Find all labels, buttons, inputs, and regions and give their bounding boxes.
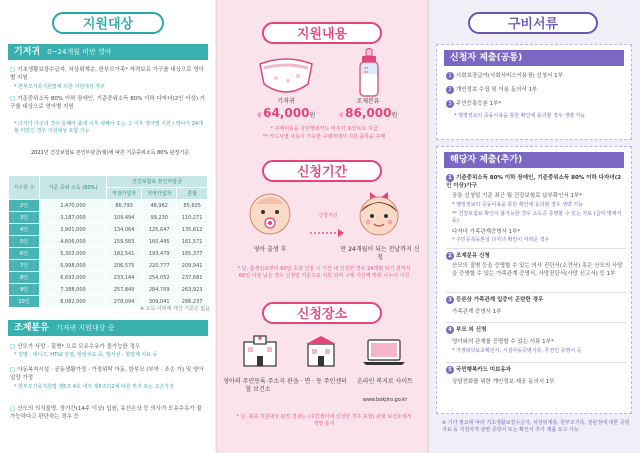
table-cell: 5,998,000 — [39, 260, 106, 272]
th-mixed: 혼합 — [177, 188, 208, 200]
extra-group-4 — [446, 326, 626, 334]
fold-line-1 — [215, 0, 217, 453]
hospital-icon — [240, 334, 280, 372]
community-center-icon — [304, 334, 338, 372]
table-row — [9, 236, 208, 248]
common-doc-note: * 행정정보의 공동이용을 통한 확인에 동의할 경우 생략 가능 — [454, 113, 586, 119]
table-cell: 278,094 — [106, 296, 141, 308]
diaper-section-title: 기저귀 — [14, 47, 41, 57]
diaper-eligibility-1: □ 기초생활보장수급자, 차상위계층, 한부모가족* 자격보유 가구를 대상으로 영아별 지원 — [10, 66, 206, 82]
documents-title: 구비서류 — [468, 12, 598, 34]
table-row — [9, 212, 208, 224]
table-cell: 4,606,000 — [39, 236, 106, 248]
table-row — [9, 284, 208, 296]
support-note-1: * 구매비용을 국민행복카드 바우처 포인트로 지급 — [270, 126, 378, 132]
table-cell: 3,901,000 — [39, 224, 106, 236]
table-cell: 257,849 — [106, 284, 141, 296]
extra-group-5-text: 국민행복카드 미보유자 — [456, 367, 512, 373]
table-cell: 3,187,000 — [39, 212, 106, 224]
extra-num-1: 1 — [446, 174, 454, 182]
table-cell: 7,388,000 — [39, 284, 106, 296]
extra-item-5: 영아와의 관계를 증명할 수 있는 서류 1부* — [452, 339, 554, 345]
extra-group-4-text: 부모 외 신청 — [456, 327, 487, 333]
baby1-label: 영아 출생 후 — [253, 246, 287, 253]
eligibility-column — [0, 0, 216, 453]
place3-label: 온라인 복지로 사이트 — [357, 378, 413, 385]
table-cell: 237,681 — [177, 272, 208, 284]
extra-num-3: 3 — [446, 296, 454, 304]
divider-1 — [446, 248, 626, 249]
diaper-price — [246, 106, 326, 120]
diaper-label: 기저귀 — [277, 98, 295, 105]
diaper-price-prefix: 월 — [256, 113, 262, 119]
table-cell: 5,303,000 — [39, 248, 106, 260]
place-title: 신청장소 — [262, 302, 382, 324]
table-cell: 263,923 — [177, 284, 208, 296]
support-note-2: ** 카드사별 사용이 가능한 구매처에서 지원 품목을 구매 — [262, 134, 386, 140]
formula-price — [328, 106, 408, 120]
diaper-eligibility-2-note: * 다자녀 가구의 경우 둘째아 출생 이후 셋째아 또는 그 이후 영아별 지원 / 영아가 24개월 미만인 경우 지원대상 포함 가능 — [14, 121, 203, 134]
table-cell: 209,941 — [177, 260, 208, 272]
formula-price-prefix: 월 — [338, 113, 344, 119]
table-cell: 99,230 — [142, 212, 177, 224]
table-cell: 254,052 — [142, 272, 177, 284]
common-docs-title: 신청자 제출(공통) — [450, 53, 523, 63]
th-regional: 지역가입자 — [142, 188, 177, 200]
formula-section-title: 조제분유 — [14, 323, 49, 333]
period-tag: 신청기간 — [318, 213, 338, 219]
table-cell: 160,445 — [142, 236, 177, 248]
table-cell: 309,041 — [142, 296, 177, 308]
table-cell: 86,793 — [106, 200, 141, 212]
diaper-eligibility-1-note: * 한부모가족지원법에 의한 지원대상 가구 — [14, 84, 105, 90]
table-row — [9, 260, 208, 272]
extra-item-3: 산모의 질병 등을 증명할 수 있는 의사 진단서(소견서) 혹은 산모의 사망을 증명할 수 있는 가족관계 증명서, 사망진단서(사망 신고서) 등 1부 — [452, 263, 623, 277]
table-cell: 134,064 — [106, 224, 141, 236]
household-size-cell: 9인 — [9, 284, 40, 296]
income-table-body — [9, 200, 208, 308]
table-cell: 135,612 — [177, 224, 208, 236]
diaper-price-value: 64,000 — [263, 106, 310, 120]
formula-price-value: 86,000 — [345, 106, 392, 120]
common-doc-2-text: 개인정보 수집 및 이용 동의서 1부 — [456, 87, 538, 93]
baby-bottle-icon — [354, 48, 384, 102]
formula-price-unit: 원 — [391, 112, 398, 119]
diaper-section-bar — [8, 44, 208, 60]
table-row — [9, 224, 208, 236]
extra-item-1: 공통 신청일 기준 최근 월 건강보험료 납부확인서 1부* — [452, 193, 583, 199]
common-doc-3 — [446, 100, 626, 108]
formula-section-subtitle: 기저귀 지원대상 중 — [55, 324, 115, 332]
extra-num-4: 4 — [446, 326, 454, 334]
extra-docs-title: 해당자 제출(추가) — [450, 155, 523, 165]
arrow-icon — [310, 222, 344, 241]
place3-url[interactable]: www.bokjiro.go.kr — [362, 397, 408, 403]
baby-girl-icon — [354, 186, 404, 242]
income-table — [8, 175, 208, 308]
extra-group-5 — [446, 366, 626, 374]
household-size-cell: 2인 — [9, 200, 40, 212]
household-size-cell: 6인 — [9, 248, 40, 260]
th-insurance-group: 건강보험료 본인부담금 — [106, 176, 207, 188]
diaper-section-subtitle: 0~24개월 미만 영아 — [47, 48, 112, 56]
table-cell: 284,709 — [142, 284, 177, 296]
place-note: * 단, 최종 지원대상 판정 결과는 (주민센터에 신청한 경우 포함) 관할 보건소에서 개별 통지 — [236, 414, 412, 427]
table-note: ※ 소득 이외에 재산 기준은 없음 — [139, 306, 210, 312]
household-size-cell: 10인 — [9, 296, 40, 308]
th-median-income: 기준 중위 소득 (80%) — [39, 176, 106, 200]
extra-item-1-note-2: ** 건강보험료 확인이 불가능한 경우 소득증 증명할 수 있는 자료 (급여 명세서 등) — [452, 211, 622, 224]
table-cell: 48,962 — [142, 200, 177, 212]
household-size-cell: 4인 — [9, 224, 40, 236]
common-doc-2 — [446, 86, 626, 94]
extra-num-2: 2 — [446, 252, 454, 260]
extra-item-6: 상담전화를 위한 개인정보 제공 동의서 1부 — [452, 379, 555, 385]
period-title: 신청기간 — [262, 160, 382, 182]
formula-eligibility-1: □ 산모가 사망 · 질병* 으로 모유수유가 불가능한 경우 — [10, 343, 206, 351]
divider-3 — [446, 322, 626, 323]
place2-label: 읍 · 면 · 동 주민센터 — [293, 378, 347, 385]
household-size-cell: 5인 — [9, 236, 40, 248]
table-cell: 6,693,000 — [39, 272, 106, 284]
extra-item-4: 가족관계 증명서 1부 — [452, 309, 502, 315]
support-column — [216, 0, 428, 453]
baby2-label: 만 24개월이 되는 전날까지 신청 — [340, 246, 420, 261]
table-cell: 182,541 — [106, 248, 141, 260]
extra-item-5-note: * 가정위탁보호확인서, 시설아동증명서류, 후견인 증명서 등 — [452, 348, 582, 354]
extra-item-1-note-1: * 행정정보의 공동이용을 통한 확인에 동의할 경우 생략 가능 — [452, 202, 584, 208]
period-note: * 단, 출생일로부터 60일 초과 신청 시 기간 내 신청한 경우 24개월 되기 전까지 60일 이상 남은 경우 신청일 기준으로 지원 되며 구매 기간에 맞춰 나누어 지원 — [237, 266, 411, 279]
table-caption: 2021년 건강보험료 본인부담금(월)에 따른 기준중위소득 80% 판정기준 — [30, 150, 190, 156]
fold-line-2 — [427, 0, 429, 453]
extra-group-1 — [446, 174, 626, 190]
formula-label: 조제분유 — [356, 98, 380, 105]
common-doc-1 — [446, 72, 626, 80]
laptop-icon — [362, 338, 406, 370]
eligibility-title: 지원대상 — [52, 12, 164, 34]
extra-group-3 — [446, 296, 626, 304]
table-row — [9, 200, 208, 212]
footer-note: ※ 기타 필요에 따라 기초생활보장수급자, 차상위계층, 한부모가족, 질판정에 대한 증빙자료 등 지원자격 관련 증빙서 또는 확인서 추가 제출 요구 가능 — [442, 420, 630, 433]
table-cell: 193,479 — [142, 248, 177, 260]
common-doc-1-text: 사회보장급여(사회서비스이용권) 신청서 1부 — [456, 73, 563, 79]
household-size-cell: 8인 — [9, 272, 40, 284]
table-cell: 185,377 — [177, 248, 208, 260]
table-cell: 125,647 — [142, 224, 177, 236]
divider-4 — [446, 362, 626, 363]
baby-face-icon — [246, 190, 294, 240]
place1-label: 영아의 주민등록 주소지 관할 보건소 — [223, 378, 293, 393]
table-cell: 206,575 — [106, 260, 141, 272]
formula-eligibility-2-note: * 한부모가족지원법 제5조 4호 내지 제5조의2에 따른 부자 또는 조손가정 — [14, 384, 174, 390]
extra-group-2-text: 조제분유 신청 — [456, 253, 490, 259]
documents-column — [428, 0, 640, 453]
table-cell: 8,082,000 — [39, 296, 106, 308]
extra-item-2-note: * 주민등록등본상 다자녀 확인이 어려운 경우 — [452, 237, 550, 243]
household-size-cell: 7인 — [9, 260, 40, 272]
table-row — [9, 272, 208, 284]
common-doc-3-text: 주민등록등본 1부* — [456, 101, 502, 107]
doc-num-1: 1 — [446, 72, 454, 80]
household-size-cell: 3인 — [9, 212, 40, 224]
diaper-icon — [256, 56, 316, 102]
table-cell: 220,777 — [142, 260, 177, 272]
support-title: 지원내용 — [262, 22, 382, 44]
formula-eligibility-2: □ 아동복지시설 · 공동생활가정 · 가정위탁 아동, 한부모 (부자 · 조손 가) 및 영아 입양 가정 — [10, 366, 206, 382]
table-cell: 233,144 — [106, 272, 141, 284]
extra-num-5: 5 — [446, 366, 454, 374]
table-cell: 85,605 — [177, 200, 208, 212]
diaper-price-unit: 원 — [309, 112, 316, 119]
extra-group-2 — [446, 252, 626, 260]
formula-eligibility-1-note: * 질병 : 에이즈, HTLV 감염, 항암치료 중, 방사선 · 항암제 치료 등 — [14, 352, 158, 358]
table-cell: 109,494 — [106, 212, 141, 224]
extra-group-3-text: 등본상 가족관계 입증이 곤란한 경우 — [456, 297, 544, 303]
th-employee: 직장가입자 — [106, 188, 141, 200]
table-cell: 161,571 — [177, 236, 208, 248]
doc-num-3: 3 — [446, 100, 454, 108]
th-household: 가구원 수 — [9, 176, 40, 200]
extra-docs-bar — [444, 152, 624, 168]
formula-eligibility-3: □ 산모의 의식불명, 장기간(14주 이상) 입원, 유선손상 등 의사가 모유수유가 불가능하다고 판단하는 경우 등 — [10, 405, 206, 421]
table-cell: 110,271 — [177, 212, 208, 224]
table-cell: 2,470,000 — [39, 200, 106, 212]
divider-2 — [446, 292, 626, 293]
diaper-eligibility-2: □ 기준중위소득 80% 이하 장애인, 기준중위소득 80% 이하 다자녀(2인 이상) 가구를 대상으로 영아별 지원 — [10, 95, 206, 111]
table-cell: 159,583 — [106, 236, 141, 248]
common-docs-bar — [444, 50, 624, 66]
extra-item-2: 다자녀 가족관계증명서 1부* — [452, 229, 521, 235]
table-cell: 286,237 — [177, 296, 208, 308]
formula-section-bar — [8, 320, 208, 336]
doc-num-2: 2 — [446, 86, 454, 94]
extra-group-1-text: 기준중위소득 80% 이하 장애인, 기준중위소득 80% 이하 다자녀(2인 이상)가구 — [446, 175, 622, 189]
table-row — [9, 248, 208, 260]
